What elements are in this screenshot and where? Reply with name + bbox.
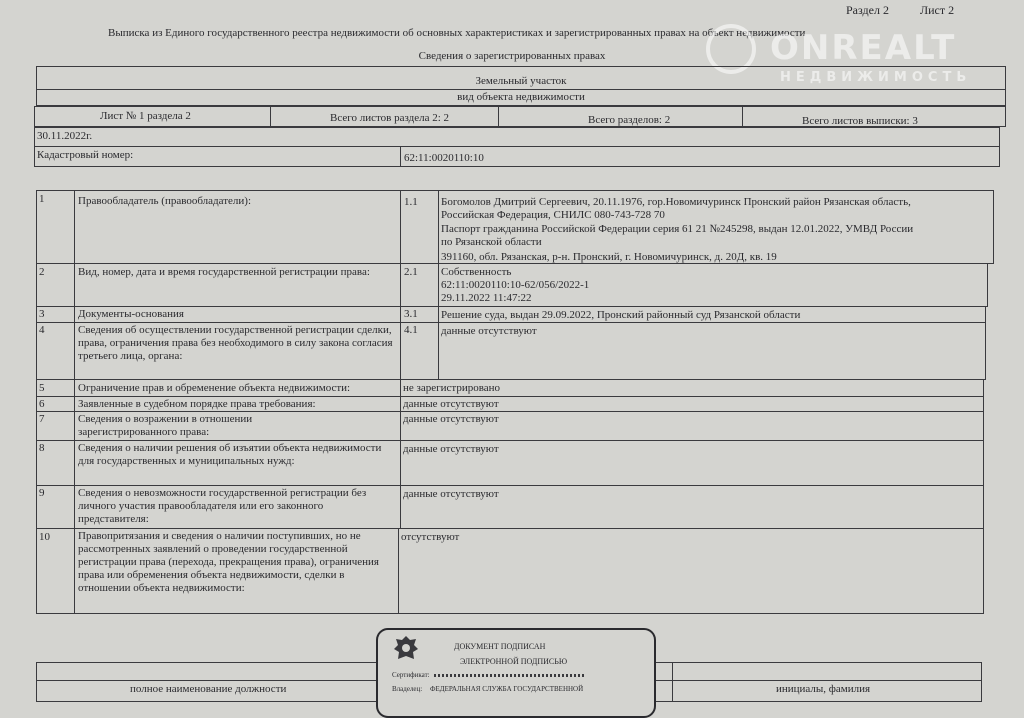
watermark-brand: ONREALT — [770, 28, 957, 68]
document-title: Выписка из Единого государственного реестра недвижимости об основных характеристиках и зарегистрированных правах на объект недвижимости — [108, 27, 806, 39]
row-number: 7 — [39, 413, 45, 425]
object-type-caption: вид объекта недвижимости — [457, 91, 585, 103]
stamp-owner-label: Владелец: — [392, 685, 423, 693]
cadastral-number: 62:11:0020110:10 — [404, 152, 484, 164]
date-row — [34, 127, 1000, 147]
total-sheets-section: Всего листов раздела 2: 2 — [330, 112, 450, 124]
row-number: 3 — [39, 308, 45, 320]
row-label: Сведения о возражении в отношении зарегистрированного права: — [78, 413, 253, 438]
row-value-line: не зарегистрировано — [403, 382, 501, 394]
row-label: Правообладатель (правообладатели): — [78, 195, 252, 207]
row-value-line: Решение суда, выдан 29.09.2022, Пронский районный суд Рязанской области — [441, 309, 801, 321]
row-label: Вид, номер, дата и время государственной регистрации права: — [78, 266, 370, 278]
row-label: Правопритязания и сведения о наличии поступивших, но не рассмотренных заявлений о проведении государственной регистрации права (перехода, прекращения права), ограничения права или обременения объекта недвижимости, сделки в отношении объекта недвижимости: — [78, 530, 379, 594]
stamp-cert-label: Сертификат: — [392, 671, 430, 679]
row-label: Документы-основания — [78, 308, 184, 320]
row-number: 5 — [39, 382, 45, 394]
stamp-line-2: ЭЛЕКТРОННОЙ ПОДПИСЬЮ — [460, 657, 568, 666]
row-value-line: данные отсутствуют — [403, 488, 499, 500]
emblem-icon — [392, 634, 420, 664]
row-label: Сведения о наличии решения об изъятии объекта недвижимости для государственных и муниципальных нужд: — [78, 442, 382, 467]
row-label: Сведения о невозможности государственной регистрации без личного участия правообладателя или его законного представителя: — [78, 487, 367, 525]
row-number: 1 — [39, 193, 45, 205]
stamp-cert-value — [434, 674, 584, 677]
row-value-line: данные отсутствуют — [403, 398, 499, 410]
row-subnumber: 3.1 — [404, 308, 418, 320]
row-subnumber: 4.1 — [404, 324, 418, 336]
row-value-line: 62:11:0020110:10-62/056/2022-1 — [441, 279, 590, 291]
stamp-line-1: ДОКУМЕНТ ПОДПИСАН — [454, 642, 546, 651]
row-label: Сведения об осуществлении государственной регистрации сделки, права, ограничения права без необходимого в силу закона согласия третьего лица, органа: — [78, 324, 393, 362]
row-value-line: данные отсутствуют — [403, 443, 499, 455]
row-number: 8 — [39, 442, 45, 454]
row-value-line: данные отсутствуют — [441, 325, 537, 337]
row-value-line: Собственность — [441, 266, 512, 278]
row-value-line: Богомолов Дмитрий Сергеевич, 20.11.1976, гор.Новомичуринск Пронский район Рязанская область, — [441, 196, 911, 208]
row-subnumber: 2.1 — [404, 266, 418, 278]
position-caption: полное наименование должности — [130, 683, 287, 695]
row-number: 2 — [39, 266, 45, 278]
object-type: Земельный участок — [475, 75, 567, 87]
section-label: Раздел 2 — [846, 3, 889, 17]
document-subtitle: Сведения о зарегистрированных правах — [418, 50, 606, 62]
total-sheets-extract: Всего листов выписки: 3 — [802, 115, 918, 127]
row-label: Ограничение прав и обременение объекта недвижимости: — [78, 382, 351, 394]
row-number: 4 — [39, 324, 45, 336]
total-sections: Всего разделов: 2 — [588, 114, 671, 126]
row-subnumber: 1.1 — [404, 196, 418, 208]
row-value-line: отсутствуют — [401, 531, 460, 543]
cadastral-row — [34, 146, 1000, 167]
row-number: 9 — [39, 487, 45, 499]
row-value-line: Паспорт гражданина Российской Федерации серия 61 21 №245298, выдан 12.01.2022, УМВД России — [441, 223, 914, 235]
row-value-line: Российская Федерация, СНИЛС 080-743-728 70 — [441, 209, 665, 221]
sheet-number: Лист № 1 раздела 2 — [100, 110, 191, 122]
row-value-line: 391160, обл. Рязанская, р-н. Пронский, г. Новомичуринск, д. 20Д, кв. 19 — [441, 251, 777, 263]
row-value-line: 29.11.2022 11:47:22 — [441, 292, 532, 304]
row-value-line: данные отсутствуют — [403, 413, 499, 425]
row-number: 10 — [39, 531, 50, 543]
cadastral-label: Кадастровый номер: — [37, 149, 134, 161]
sheet-label: Лист 2 — [920, 3, 955, 17]
stamp-owner-value: ФЕДЕРАЛЬНАЯ СЛУЖБА ГОСУДАРСТВЕННОЙ — [430, 685, 584, 693]
initials-caption: инициалы, фамилия — [776, 683, 871, 695]
row-label: Заявленные в судебном порядке права требования: — [78, 398, 316, 410]
extract-date: 30.11.2022г. — [37, 130, 93, 142]
row-number: 6 — [39, 398, 45, 410]
row-value-line: по Рязанской области — [441, 236, 542, 248]
watermark-tagline: НЕДВИЖИМОСТЬ — [780, 70, 972, 85]
